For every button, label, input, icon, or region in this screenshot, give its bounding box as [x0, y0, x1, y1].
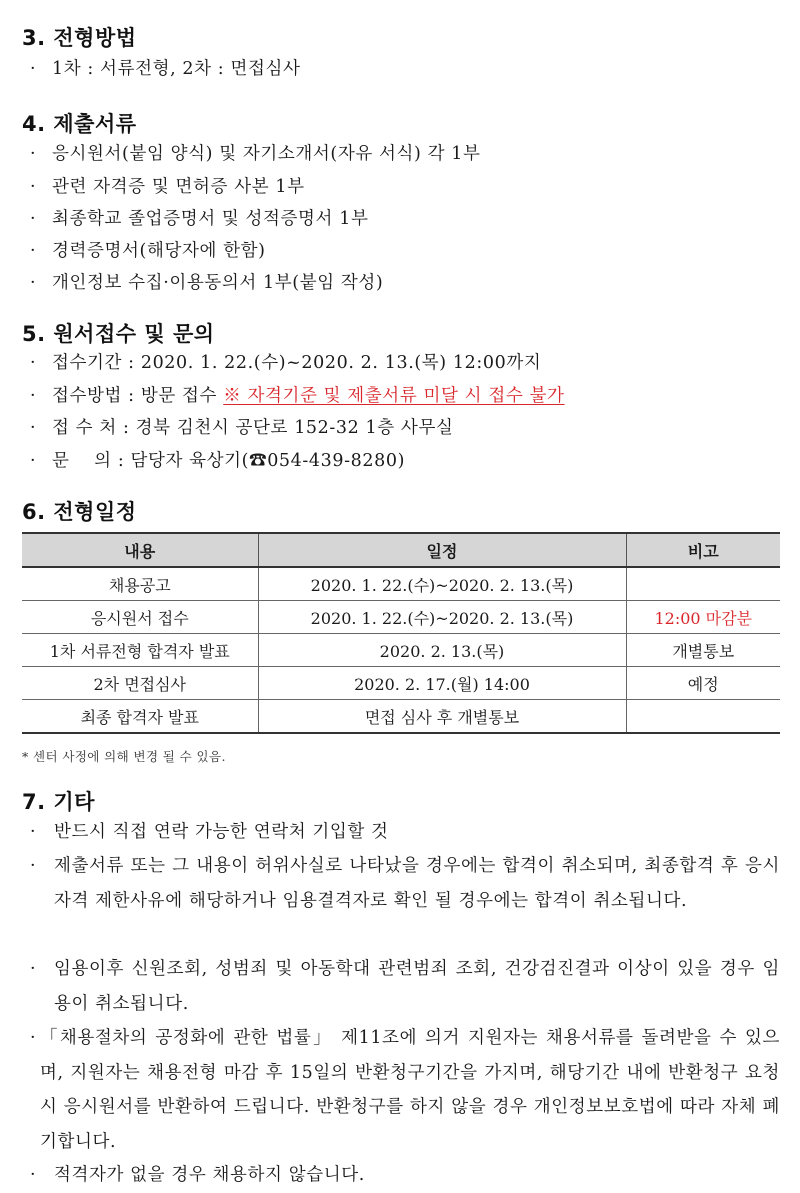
col-header-date: 일정	[258, 533, 626, 567]
cell-content: 채용공고	[22, 567, 258, 601]
s5-place: · 접 수 처 : 경북 김천시 공단로 152-32 1층 사무실	[30, 418, 454, 438]
cell-note	[626, 700, 780, 734]
table-row	[22, 567, 780, 601]
s4-item: · 최종학교 졸업증명서 및 성적증명서 1부	[30, 209, 369, 229]
table-header-row	[22, 533, 780, 567]
schedule-footnote: * 센터 사정에 의해 변경 될 수 있음.	[22, 749, 226, 764]
section-3-heading: 3. 전형방법	[22, 26, 137, 50]
section-7-heading: 7. 기타	[22, 790, 95, 814]
cell-date: 2020. 2. 17.(월) 14:00	[258, 667, 626, 700]
cell-content: 응시원서 접수	[22, 601, 258, 634]
cell-content: 2차 면접심사	[22, 667, 258, 700]
cell-date: 2020. 1. 22.(수)~2020. 2. 13.(목)	[258, 567, 626, 601]
table-row	[22, 601, 780, 634]
submission-warning: ※ 자격기준 및 제출서류 미달 시 접수 불가	[223, 386, 565, 406]
col-header-content: 내용	[22, 533, 258, 567]
s4-item: · 경력증명서(해당자에 한함)	[30, 241, 266, 261]
cell-note	[626, 567, 780, 601]
table-row	[22, 700, 780, 734]
cell-content: 최종 합격자 발표	[22, 700, 258, 734]
s5-inquiry: · 문 의 : 담당자 육상기(☎054-439-8280)	[30, 451, 405, 471]
section-4-heading: 4. 제출서류	[22, 112, 137, 136]
s5-period: · 접수기간 : 2020. 1. 22.(수)~2020. 2. 13.(목) 12:00까지	[30, 353, 542, 373]
col-header-note: 비고	[626, 533, 780, 567]
cell-note: 12:00 마감분	[626, 601, 780, 634]
cell-date: 면접 심사 후 개별통보	[258, 700, 626, 734]
s5-method: · 접수방법 : 방문 접수 ※ 자격기준 및 제출서류 미달 시 접수 불가	[30, 386, 565, 406]
s3-item: · 1차 : 서류전형, 2차 : 면접심사	[30, 59, 301, 79]
cell-content: 1차 서류전형 합격자 발표	[22, 634, 258, 667]
s7-item: · 적격자가 없을 경우 채용하지 않습니다.	[30, 1165, 365, 1185]
schedule-table	[22, 532, 780, 734]
section-5-heading: 5. 원서접수 및 문의	[22, 322, 215, 346]
s7-item: · 반드시 직접 연락 가능한 연락처 기입할 것	[30, 822, 389, 842]
s7-item: · 임용이후 신원조회, 성범죄 및 아동학대 관련범죄 조회, 건강검진결과 이상이 있을 경우 임용이 취소됩니다.	[30, 959, 780, 1014]
s4-item: · 개인정보 수집·이용동의서 1부(붙임 작성)	[30, 273, 384, 293]
table-row	[22, 667, 780, 700]
s4-item: · 응시원서(붙임 양식) 및 자기소개서(자유 서식) 각 1부	[30, 144, 481, 164]
cell-note: 예정	[626, 667, 780, 700]
cell-date: 2020. 2. 13.(목)	[258, 634, 626, 667]
s7-item: · 제출서류 또는 그 내용이 허위사실로 나타났을 경우에는 합격이 취소되며, 최종합격 후 응시자격 제한사유에 해당하거나 임용결격자로 확인 될 경우에는 합격이 취소됩니다.	[30, 856, 780, 911]
section-6-heading: 6. 전형일정	[22, 500, 137, 524]
cell-note: 개별통보	[626, 634, 780, 667]
s4-item: · 관련 자격증 및 면허증 사본 1부	[30, 177, 305, 197]
table-row	[22, 634, 780, 667]
cell-date: 2020. 1. 22.(수)~2020. 2. 13.(목)	[258, 601, 626, 634]
s7-item: · 「채용절차의 공정화에 관한 법률」 제11조에 의거 지원자는 채용서류를 돌려받을 수 있으며, 지원자는 채용전형 마감 후 15일의 반환청구기간을 가지며, 해당기간 내에 반환청구 요청 시 응시원서를 반환하여 드립니다. 반환청구를 하지 않을 경우 개인정보보호법에 따라 자체 폐기합니다.	[30, 1028, 780, 1152]
